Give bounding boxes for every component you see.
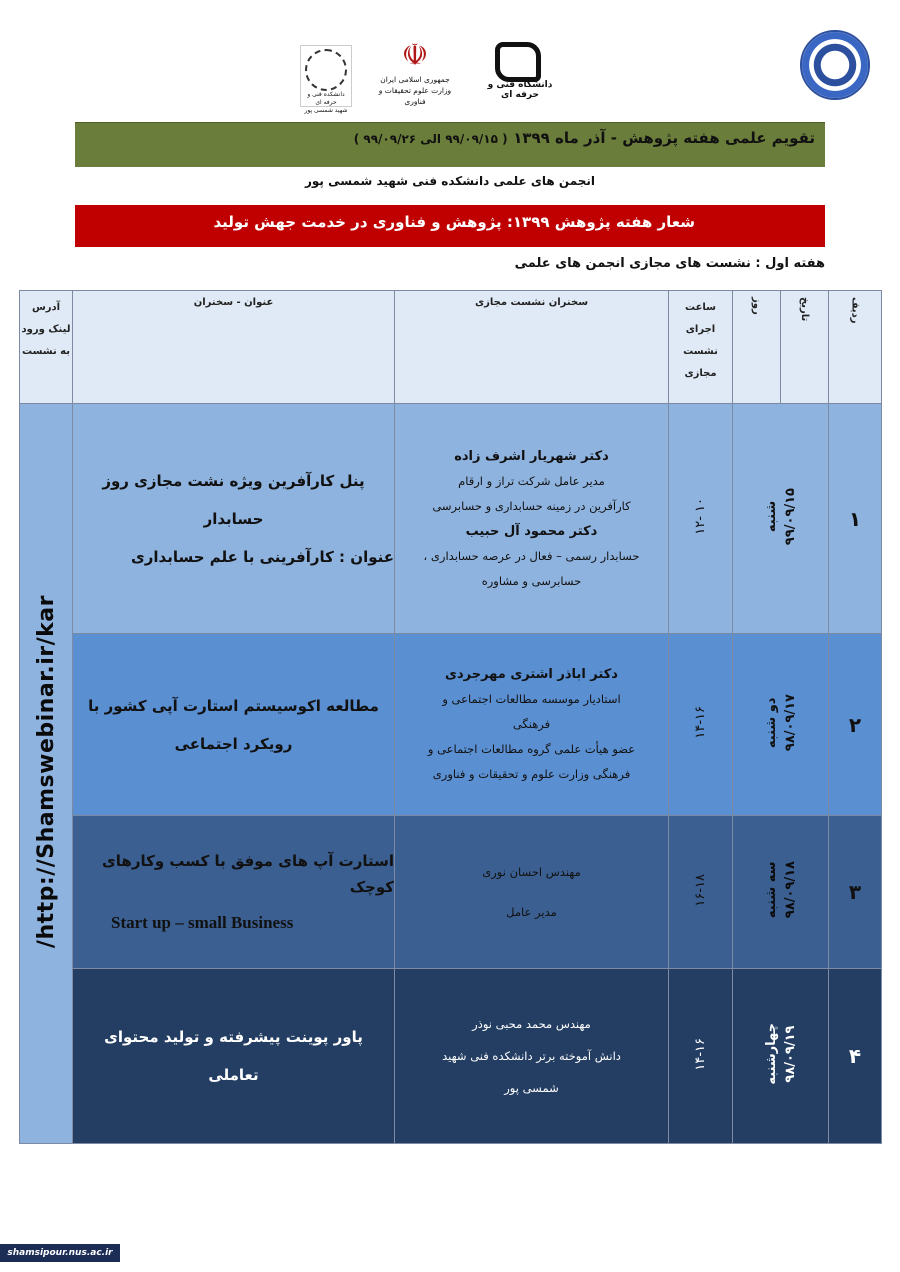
calendar-title: تقویم علمی هفته پژوهش - آذر ماه ۱۳۹۹ (513, 129, 815, 147)
speaker-line: فرهنگی (512, 717, 551, 731)
speaker-name: دکتر شهریار اشرف زاده (454, 448, 609, 464)
header-row-num: ردیف (829, 291, 882, 404)
college-seal-logo (800, 30, 870, 100)
table-row (20, 404, 882, 634)
row-time: ۱۰ -۱۲ (669, 404, 733, 634)
row-day: شنبه (763, 500, 779, 533)
ministry-line1: جمهوری اسلامی ایران (380, 75, 450, 84)
row-date-value: ۹۸/۰۹/۱۸ (782, 861, 798, 919)
row-speaker (395, 816, 669, 969)
row-day: دو شنبه (763, 697, 779, 748)
faculty-logo (300, 45, 352, 114)
row-date (733, 634, 829, 816)
speaker-line: مهندس احسان نوری (482, 865, 581, 879)
row-date (733, 969, 829, 1144)
row-date (733, 816, 829, 969)
row-day: چهارشنبه (763, 1023, 779, 1085)
title-english: Start up – small Business (111, 913, 294, 932)
row-number: ۱ (829, 404, 882, 634)
row-number: ۴ (829, 969, 882, 1144)
calendar-range: ( ۹۹/۰۹/۱۵ الی ۹۹/۰۹/۲۶ ) (353, 132, 508, 146)
table-row (20, 634, 882, 816)
row-date-value: ۹۹/۰۹/۱۵ (782, 487, 798, 546)
university-logo (485, 42, 555, 102)
header-link: آدرس لینک ورود به نشست (20, 291, 73, 404)
speaker-line: مدیر عامل (506, 905, 557, 919)
row-number: ۲ (829, 634, 882, 816)
row-title: پنل کارآفرین ویژه نشت مجازی روز حسابدار عنوان : کارآفرینی با علم حسابداری (73, 404, 395, 634)
university-logo-text: دانشگاه فنی و حرفه ای (487, 80, 553, 100)
header-speaker: سخنران نشست مجازی (395, 291, 669, 404)
ministry-line2: وزارت علوم تحقیقات و فناوری (378, 86, 452, 106)
row-speaker (395, 634, 669, 816)
faculty-logo-text2: شهید شمسی پور (304, 107, 348, 114)
speaker-line: کارآفرین در زمینه حسابداری و حسابرسی (432, 498, 631, 513)
row-number: ۳ (829, 816, 882, 969)
row-speaker (395, 404, 669, 634)
row-speaker (395, 969, 669, 1144)
ministry-logo (375, 38, 455, 110)
speaker-line: شمسی پور (504, 1081, 559, 1095)
table-header-row (20, 291, 882, 404)
row-time: ۱۴-۱۶ (669, 634, 733, 816)
iran-emblem-icon: ☫ (401, 38, 429, 73)
header-title: عنوان - سخنران (73, 291, 395, 404)
subtitle: انجمن های علمی دانشکده فنی شهید شمسی پور (304, 174, 596, 188)
speaker-line: حسابدار رسمی – فعال در عرصه حسابداری ، (423, 548, 640, 563)
header-time: ساعت اجرای نشست مجازی (669, 291, 733, 404)
schedule-table (19, 290, 882, 1144)
week-heading: هفته اول : نشست های مجازی انجمن های علمی (514, 256, 825, 271)
speaker-line: مهندس محمد محبی نوذر (472, 1017, 591, 1031)
speaker-line: مدیر عامل شرکت تراز و ارقام (458, 473, 605, 488)
header-date: تاریخ (781, 291, 829, 404)
speaker-name: دکتر اباذر اشتری مهرجردی (445, 667, 618, 682)
speaker-line: فرهنگی وزارت علوم و تحقیقات و فناوری (432, 767, 631, 781)
row-title: استارت آپ های موفق با کسب وکارهای کوچک Start up – small Business (73, 816, 395, 969)
footer-url[interactable]: shamsipour.nus.ac.ir (0, 1244, 120, 1262)
speaker-line: استادیار موسسه مطالعات اجتماعی و (442, 692, 621, 706)
speaker-name: دکتر محمود آل حبیب (465, 523, 598, 539)
row-day: سه شنبه (763, 861, 779, 919)
slogan-bar (75, 205, 825, 247)
faculty-logo-text1: دانشکده فنی و حرفه ای (307, 91, 345, 106)
speaker-line: حسابرسی و مشاوره (481, 573, 582, 588)
row-time: ۱۴-۱۶ (669, 969, 733, 1144)
session-link[interactable]: http://Shamswebinar.ir/kar/ (20, 404, 73, 1144)
row-title: پاور پوینت پیشرفته و تولید محتوای تعاملی (73, 969, 395, 1144)
faculty-ring-icon (305, 49, 347, 91)
university-mark-icon (495, 42, 541, 82)
calendar-title-bar (75, 122, 825, 167)
slogan: شعار هفته پژوهش ۱۳۹۹: پژوهش و فناوری در خدمت جهش تولید (213, 213, 695, 231)
row-time: ۱۶-۱۸ (669, 816, 733, 969)
table-row (20, 816, 882, 969)
speaker-line: دانش آموخته برتر دانشکده فنی شهید (442, 1049, 621, 1063)
row-date (733, 404, 829, 634)
row-date-value: ۹۸/۰۹/۱۷ (782, 693, 798, 752)
row-date-value: ۹۸/۰۹/۱۹ (782, 1025, 798, 1083)
table-row (20, 969, 882, 1144)
row-title: مطالعه اکوسیستم استارت آپی کشور با رویکرد اجتماعی (73, 634, 395, 816)
header-day: روز (733, 291, 781, 404)
speaker-line: عضو هیأت علمی گروه مطالعات اجتماعی و (427, 742, 636, 756)
